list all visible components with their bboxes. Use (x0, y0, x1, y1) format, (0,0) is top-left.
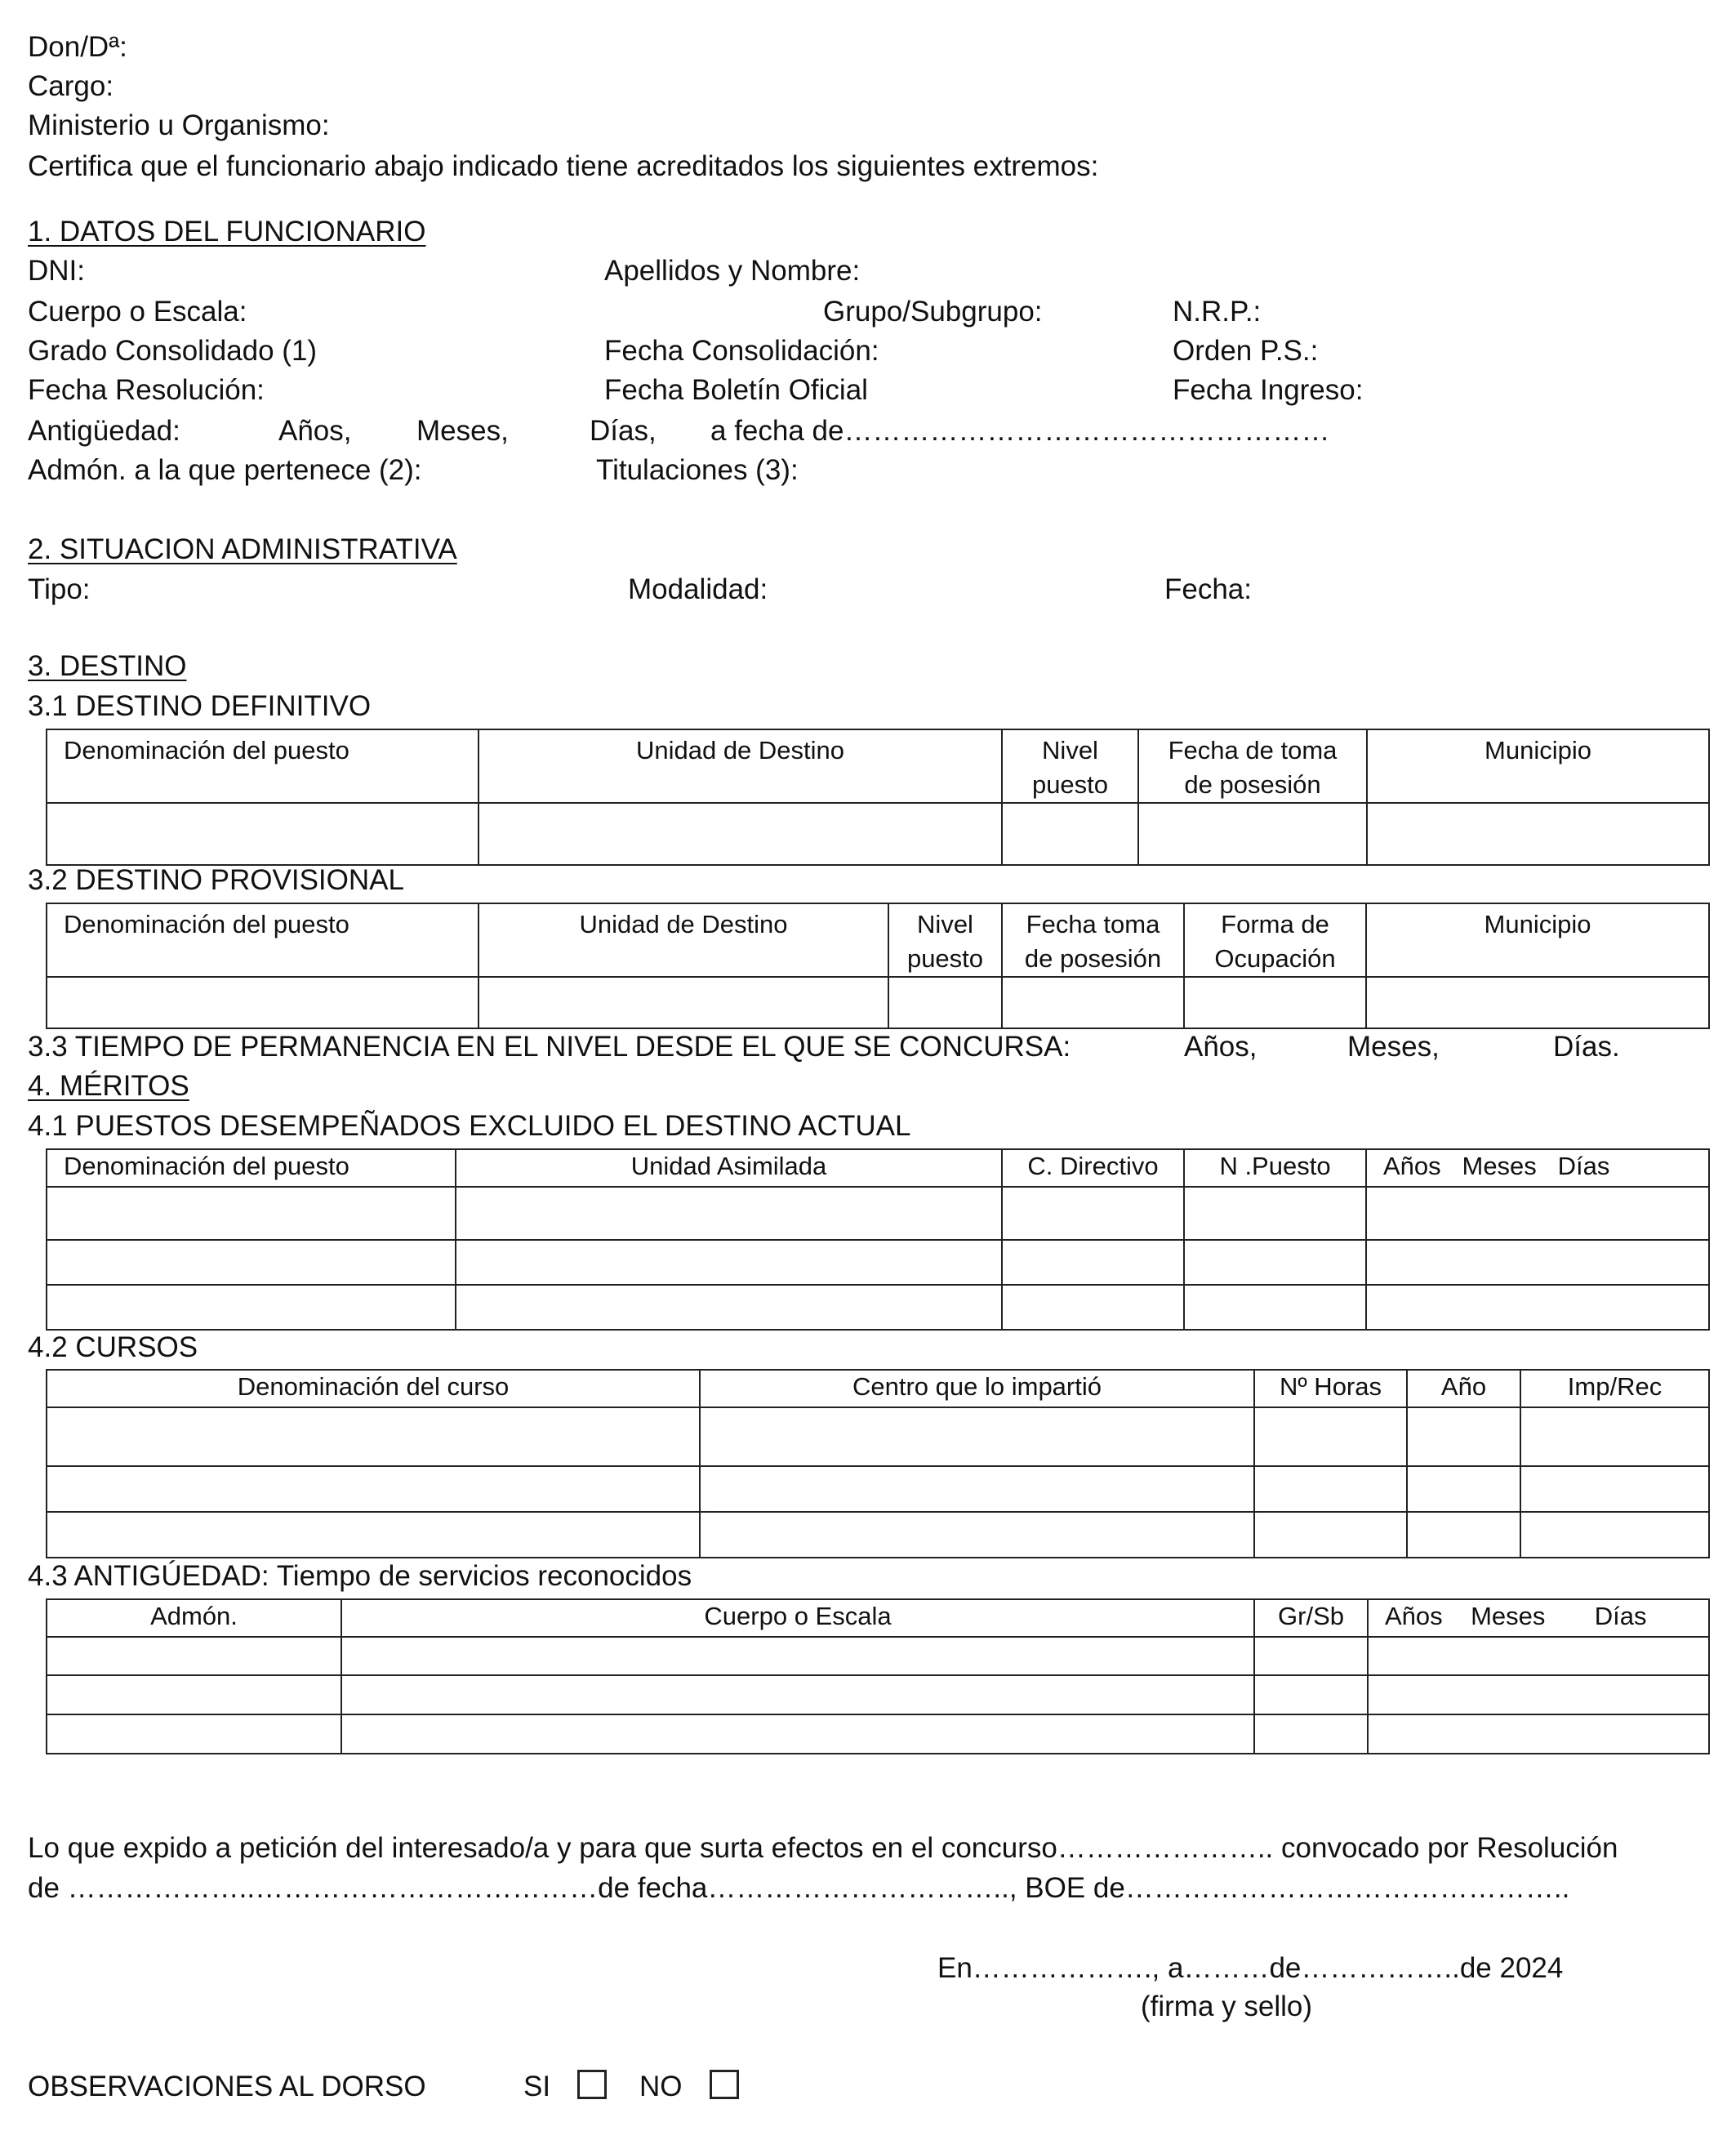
cell-input[interactable] (47, 1285, 456, 1330)
cell-input[interactable] (1407, 1512, 1520, 1558)
header-c-directivo: C. Directivo (1002, 1149, 1184, 1187)
section-4-title: 4. MÉRITOS (28, 1070, 189, 1102)
cell-input[interactable] (47, 977, 479, 1028)
ministerio-label: Ministerio u Organismo: (28, 109, 330, 141)
firma-sello-label: (firma y sello) (1141, 1991, 1313, 2022)
antiguedad-meses: Meses, (416, 415, 509, 447)
cell-input[interactable] (47, 1240, 456, 1285)
section-3-title: 3. DESTINO (28, 650, 187, 682)
titulaciones-label: Titulaciones (3): (596, 454, 799, 486)
fecha-ingreso-label: Fecha Ingreso: (1173, 374, 1364, 406)
cell-input[interactable] (1366, 1187, 1709, 1240)
table-row (47, 1512, 1709, 1558)
antiguedad-anos: Años, (278, 415, 352, 447)
cell-input[interactable] (1254, 1714, 1368, 1754)
destino-definitivo-title: 3.1 DESTINO DEFINITIVO (28, 690, 372, 722)
cell-input[interactable] (1368, 1714, 1709, 1754)
cell-input[interactable] (1407, 1407, 1520, 1466)
table-row (47, 1675, 1709, 1714)
cell-input[interactable] (700, 1512, 1254, 1558)
permanencia-meses: Meses, (1347, 1031, 1440, 1063)
header-forma-ocupacion: Forma de Ocupación (1184, 903, 1366, 977)
cell-input[interactable] (1366, 977, 1709, 1028)
antiguedad-label: Antigüedad: (28, 415, 180, 447)
cell-input[interactable] (47, 1187, 456, 1240)
header-imp-rec: Imp/Rec (1520, 1370, 1709, 1407)
cell-input[interactable] (479, 977, 888, 1028)
header-nivel-puesto: Nivel puesto (888, 903, 1002, 977)
table-row (47, 803, 1709, 865)
header-unidad-destino: Unidad de Destino (479, 729, 1002, 803)
cell-input[interactable] (456, 1187, 1002, 1240)
header-horas: Nº Horas (1254, 1370, 1407, 1407)
permanencia-dias: Días. (1553, 1031, 1620, 1063)
cursos-table (46, 1369, 1710, 1558)
cell-input[interactable] (47, 1407, 700, 1466)
grado-label: Grado Consolidado (1) (28, 335, 318, 367)
cell-input[interactable] (888, 977, 1002, 1028)
cell-input[interactable] (700, 1466, 1254, 1512)
lugar-fecha-line: En………………., a………de……………..de 2024 (937, 1952, 1564, 1984)
cell-input[interactable] (1184, 1240, 1366, 1285)
cell-input[interactable] (1002, 1240, 1184, 1285)
cell-input[interactable] (341, 1675, 1254, 1714)
cell-input[interactable] (1407, 1466, 1520, 1512)
cell-input[interactable] (1254, 1637, 1368, 1675)
destino-provisional-title: 3.2 DESTINO PROVISIONAL (28, 864, 404, 896)
cuerpo-label: Cuerpo o Escala: (28, 296, 247, 328)
header-denominacion-curso: Denominación del curso (47, 1370, 700, 1407)
cell-input[interactable] (47, 1512, 700, 1558)
cell-input[interactable] (1002, 803, 1138, 865)
header-anos-meses-dias: Años Meses Días (1368, 1599, 1709, 1637)
cell-input[interactable] (341, 1714, 1254, 1754)
cell-input[interactable] (1002, 1187, 1184, 1240)
no-label: NO (639, 2071, 683, 2102)
modalidad-label: Modalidad: (628, 573, 768, 605)
cell-input[interactable] (1184, 1187, 1366, 1240)
certifica-text: Certifica que el funcionario abajo indicado tiene acreditados los siguientes extremos: (28, 150, 1099, 182)
cell-input[interactable] (47, 803, 479, 865)
cell-input[interactable] (1002, 977, 1184, 1028)
cell-input[interactable] (1002, 1285, 1184, 1330)
header-anos-meses-dias: Años Meses Días (1366, 1149, 1709, 1187)
si-checkbox[interactable] (577, 2070, 607, 2099)
cell-input[interactable] (1366, 1285, 1709, 1330)
cell-input[interactable] (47, 1714, 341, 1754)
cell-input[interactable] (456, 1240, 1002, 1285)
expido-text-line-2: de ………………..………………………………de fecha………………………….., BOE de……………………………………….. (28, 1872, 1570, 1904)
si-label: SI (523, 2071, 551, 2102)
admon-label: Admón. a la que pertenece (2): (28, 454, 422, 486)
header-centro: Centro que lo impartió (700, 1370, 1254, 1407)
observaciones-label: OBSERVACIONES AL DORSO (28, 2071, 426, 2102)
fecha-label: Fecha: (1164, 573, 1252, 605)
cell-input[interactable] (1368, 1675, 1709, 1714)
grupo-label: Grupo/Subgrupo: (823, 296, 1043, 328)
header-nivel-puesto: Nivel puesto (1002, 729, 1138, 803)
destino-provisional-table (46, 903, 1710, 1029)
cell-input[interactable] (1184, 1285, 1366, 1330)
orden-label: Orden P.S.: (1173, 335, 1319, 367)
header-municipio: Municipio (1366, 903, 1709, 977)
cell-input[interactable] (47, 1466, 700, 1512)
fecha-consolidacion-label: Fecha Consolidación: (604, 335, 879, 367)
antiguedad-table (46, 1598, 1710, 1754)
cell-input[interactable] (341, 1637, 1254, 1675)
cell-input[interactable] (1138, 803, 1367, 865)
don-label: Don/Dª: (28, 31, 127, 63)
cell-input[interactable] (1520, 1407, 1709, 1466)
header-municipio: Municipio (1367, 729, 1709, 803)
cell-input[interactable] (1254, 1512, 1407, 1558)
cursos-title: 4.2 CURSOS (28, 1331, 198, 1363)
header-cuerpo-escala: Cuerpo o Escala (341, 1599, 1254, 1637)
antiguedad-servicios-title: 4.3 ANTIGÚEDAD: Tiempo de servicios reconocidos (28, 1560, 692, 1592)
cell-input[interactable] (47, 1637, 341, 1675)
header-denominacion: Denominación del puesto (47, 1149, 456, 1187)
no-checkbox[interactable] (710, 2070, 739, 2099)
cell-input[interactable] (700, 1407, 1254, 1466)
destino-definitivo-table (46, 729, 1710, 866)
header-unidad-asimilada: Unidad Asimilada (456, 1149, 1002, 1187)
table-row (47, 1466, 1709, 1512)
nrp-label: N.R.P.: (1173, 296, 1262, 328)
cell-input[interactable] (1520, 1512, 1709, 1558)
cell-input[interactable] (1366, 1240, 1709, 1285)
fecha-resolucion-label: Fecha Resolución: (28, 374, 265, 406)
cell-input[interactable] (1254, 1407, 1407, 1466)
cell-input[interactable] (479, 803, 1002, 865)
cell-input[interactable] (1367, 803, 1709, 865)
header-gr-sb: Gr/Sb (1254, 1599, 1368, 1637)
cargo-label: Cargo: (28, 70, 114, 102)
cell-input[interactable] (47, 1675, 341, 1714)
table-row (47, 1187, 1709, 1240)
antiguedad-dias: Días, (590, 415, 657, 447)
header-fecha-toma: Fecha de toma de posesión (1138, 729, 1367, 803)
cell-input[interactable] (1254, 1675, 1368, 1714)
table-row (47, 1714, 1709, 1754)
table-row (47, 1285, 1709, 1330)
expido-text-line-1: Lo que expido a petición del interesado/a y para que surta efectos en el concurso………………….. convocado por Resolución (28, 1832, 1618, 1864)
puestos-desempenados-table (46, 1148, 1710, 1331)
permanencia-anos: Años, (1184, 1031, 1257, 1063)
apellidos-label: Apellidos y Nombre: (604, 255, 861, 287)
cell-input[interactable] (1254, 1466, 1407, 1512)
table-row (47, 1637, 1709, 1675)
antiguedad-a-fecha: a fecha de…………………………………………… (710, 415, 1330, 447)
permanencia-title: 3.3 TIEMPO DE PERMANENCIA EN EL NIVEL DESDE EL QUE SE CONCURSA: (28, 1031, 1071, 1063)
header-unidad-destino: Unidad de Destino (479, 903, 888, 977)
section-1-title: 1. DATOS DEL FUNCIONARIO (28, 216, 426, 247)
cell-input[interactable] (456, 1285, 1002, 1330)
header-fecha-toma: Fecha toma de posesión (1002, 903, 1184, 977)
section-2-title: 2. SITUACION ADMINISTRATIVA (28, 533, 457, 565)
header-ano: Año (1407, 1370, 1520, 1407)
table-row (47, 1407, 1709, 1466)
header-denominacion: Denominación del puesto (47, 729, 479, 803)
header-admon: Admón. (47, 1599, 341, 1637)
table-row (47, 977, 1709, 1028)
table-row (47, 1240, 1709, 1285)
tipo-label: Tipo: (28, 573, 91, 605)
cell-input[interactable] (1520, 1466, 1709, 1512)
fecha-boletin-label: Fecha Boletín Oficial (604, 374, 868, 406)
cell-input[interactable] (1184, 977, 1366, 1028)
puestos-desempenados-title: 4.1 PUESTOS DESEMPEÑADOS EXCLUIDO EL DESTINO ACTUAL (28, 1110, 911, 1142)
header-n-puesto: N .Puesto (1184, 1149, 1366, 1187)
header-denominacion: Denominación del puesto (47, 903, 479, 977)
dni-label: DNI: (28, 255, 85, 287)
cell-input[interactable] (1368, 1637, 1709, 1675)
